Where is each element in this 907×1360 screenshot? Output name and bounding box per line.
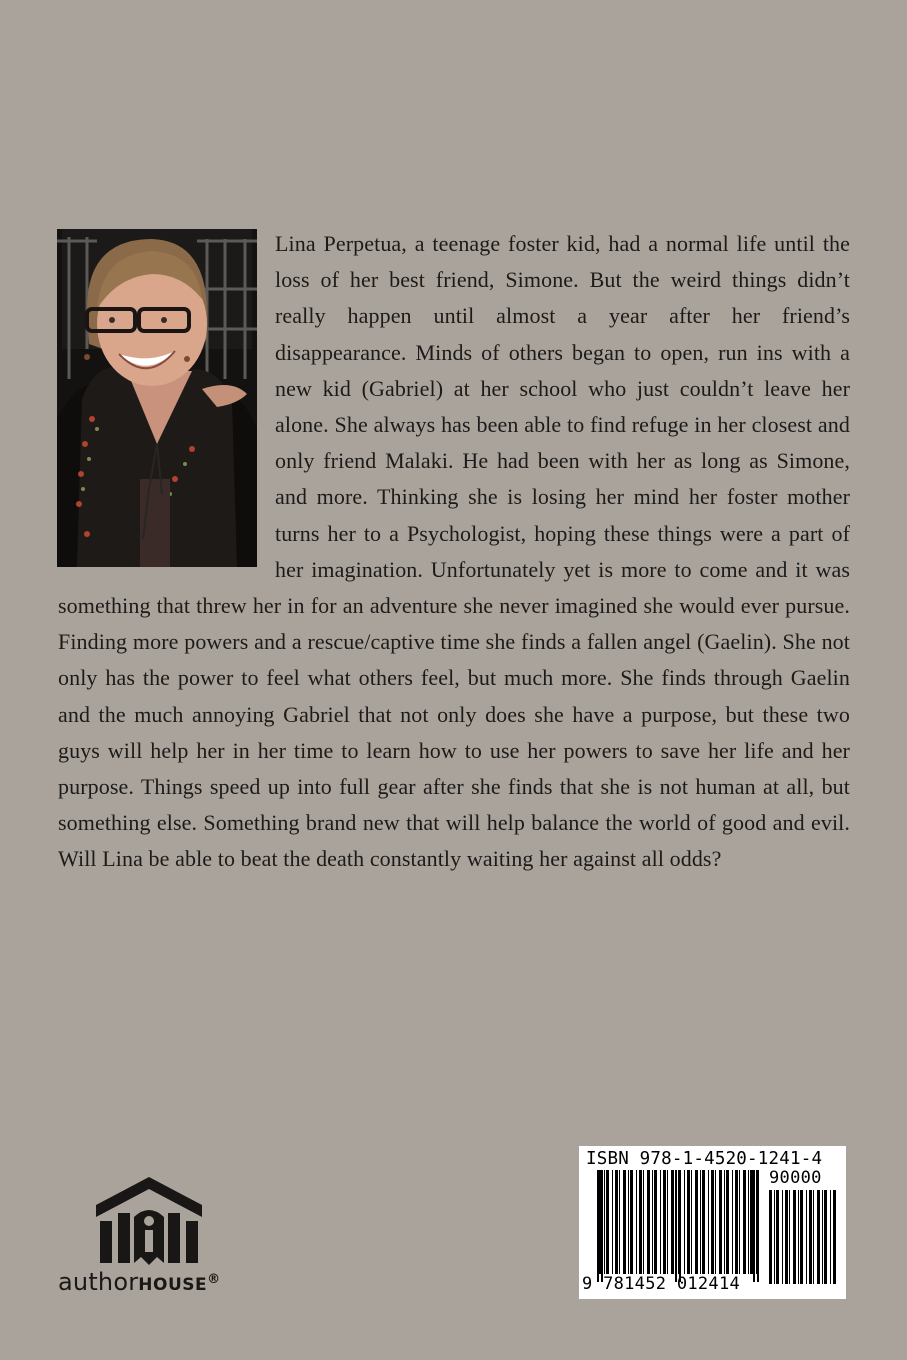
barcode-bar bbox=[643, 1170, 644, 1274]
barcode-bar bbox=[750, 1170, 753, 1274]
barcode-bar bbox=[606, 1170, 609, 1274]
barcode-bar bbox=[776, 1190, 779, 1284]
barcode-bar bbox=[647, 1170, 650, 1274]
barcode-bar bbox=[660, 1170, 661, 1274]
barcode-bar bbox=[817, 1190, 820, 1284]
barcode-bar bbox=[822, 1190, 823, 1284]
wordmark-upper: HOUSE bbox=[138, 1275, 208, 1295]
barcode-bar bbox=[743, 1170, 746, 1274]
barcode-bar bbox=[724, 1170, 725, 1274]
barcode-bar bbox=[700, 1170, 701, 1274]
isbn-label: ISBN 978-1-4520-1241-4 bbox=[586, 1149, 823, 1169]
barcode-guard-bar bbox=[675, 1170, 677, 1282]
publisher-wordmark bbox=[58, 1268, 220, 1296]
barcode-guard-bar bbox=[597, 1170, 599, 1282]
ean-digits: 9 781452 012414 bbox=[582, 1274, 741, 1294]
publisher-logo bbox=[58, 1175, 253, 1305]
barcode-guard-bar bbox=[753, 1170, 755, 1282]
barcode-bar bbox=[695, 1170, 698, 1274]
barcode-bar bbox=[612, 1170, 613, 1274]
barcode-bar bbox=[769, 1190, 772, 1284]
barcode-bar bbox=[726, 1170, 729, 1274]
blurb-text: Lina Perpetua, a teenage foster kid, had a normal life until the loss of her best friend, Simone. But the weird things didn’t really happen until almost a year after her friend’s disappearance. Minds of others began to open, run ins with a new kid (Gabriel) at her school who just couldn’t leave her alone. She always has been able to find refuge in her closest and only friend Malaki. He had been with her as long as Simone, and more. Thinking she is losing her mind her foster mother turns her to a Psychologist, hoping these things were a part of her imagination. Unfortunately yet is more to come and it was something that threw her in for an adventure she never imagined she would ever pursue. Finding more powers and a rescue/captive time she finds a fallen angel (Gaelin). She not only has the power to feel what others feel, but much more. She finds through Gaelin and the much annoying Gabriel that not only does she have a purpose, but these two guys will help her in her time to learn how to use her powers to save her life and her purpose. Things speed up into full gear after she finds that she is not human at all, but something else. Something brand new that will help balance the world of good and evil. Will Lina be able to beat the death constantly waiting her against all odds? bbox=[58, 231, 850, 872]
barcode-bar bbox=[782, 1190, 783, 1284]
barcode-bar bbox=[806, 1190, 807, 1284]
barcode-guard-bar bbox=[757, 1170, 759, 1282]
barcode-bar bbox=[739, 1170, 740, 1274]
barcode-bar bbox=[630, 1170, 633, 1274]
barcode-bar bbox=[604, 1170, 605, 1274]
isbn-barcode bbox=[579, 1146, 846, 1299]
barcode-bar bbox=[715, 1170, 716, 1274]
barcode-bar bbox=[619, 1170, 620, 1274]
book-blurb bbox=[58, 226, 850, 878]
barcode-bar bbox=[639, 1170, 642, 1274]
barcode-bar bbox=[813, 1190, 814, 1284]
barcode-bar bbox=[654, 1170, 657, 1274]
barcode-guard-bar bbox=[601, 1170, 603, 1282]
barcode-bar bbox=[735, 1170, 738, 1274]
barcode-bar bbox=[800, 1190, 803, 1284]
barcode-bar bbox=[830, 1190, 831, 1284]
wordmark-lower: author bbox=[58, 1268, 139, 1296]
barcode-bar bbox=[663, 1170, 666, 1274]
barcode-guard-bar bbox=[679, 1170, 681, 1282]
barcode-bar bbox=[684, 1170, 685, 1274]
barcode-bar bbox=[789, 1190, 790, 1284]
barcode-bar bbox=[671, 1170, 674, 1274]
barcode-bar bbox=[793, 1190, 796, 1284]
barcode-bar bbox=[702, 1170, 705, 1274]
barcode-bar bbox=[756, 1170, 757, 1274]
barcode-bar bbox=[636, 1170, 637, 1274]
barcode-bar bbox=[809, 1190, 812, 1284]
barcode-bar bbox=[833, 1190, 836, 1284]
barcode-bar bbox=[628, 1170, 629, 1274]
barcode-bar bbox=[623, 1170, 626, 1274]
barcode-bar bbox=[711, 1170, 714, 1274]
photo-wrap-spacer bbox=[58, 226, 275, 574]
barcode-bar bbox=[691, 1170, 692, 1274]
barcode-bar bbox=[719, 1170, 722, 1274]
barcode-bar bbox=[652, 1170, 653, 1274]
registered-mark: ® bbox=[207, 1272, 221, 1287]
barcode-bar bbox=[774, 1190, 775, 1284]
authorhouse-house-icon bbox=[94, 1175, 204, 1267]
barcode-bar bbox=[687, 1170, 690, 1274]
barcode-bar bbox=[732, 1170, 733, 1274]
barcode-bar bbox=[708, 1170, 709, 1274]
barcode-bar bbox=[748, 1170, 749, 1274]
barcode-bar bbox=[798, 1190, 799, 1284]
barcode-bar bbox=[667, 1170, 668, 1274]
price-code: 90000 bbox=[769, 1168, 822, 1188]
barcode-bar bbox=[824, 1190, 827, 1284]
barcode-bar bbox=[785, 1190, 788, 1284]
barcode-bar bbox=[615, 1170, 618, 1274]
